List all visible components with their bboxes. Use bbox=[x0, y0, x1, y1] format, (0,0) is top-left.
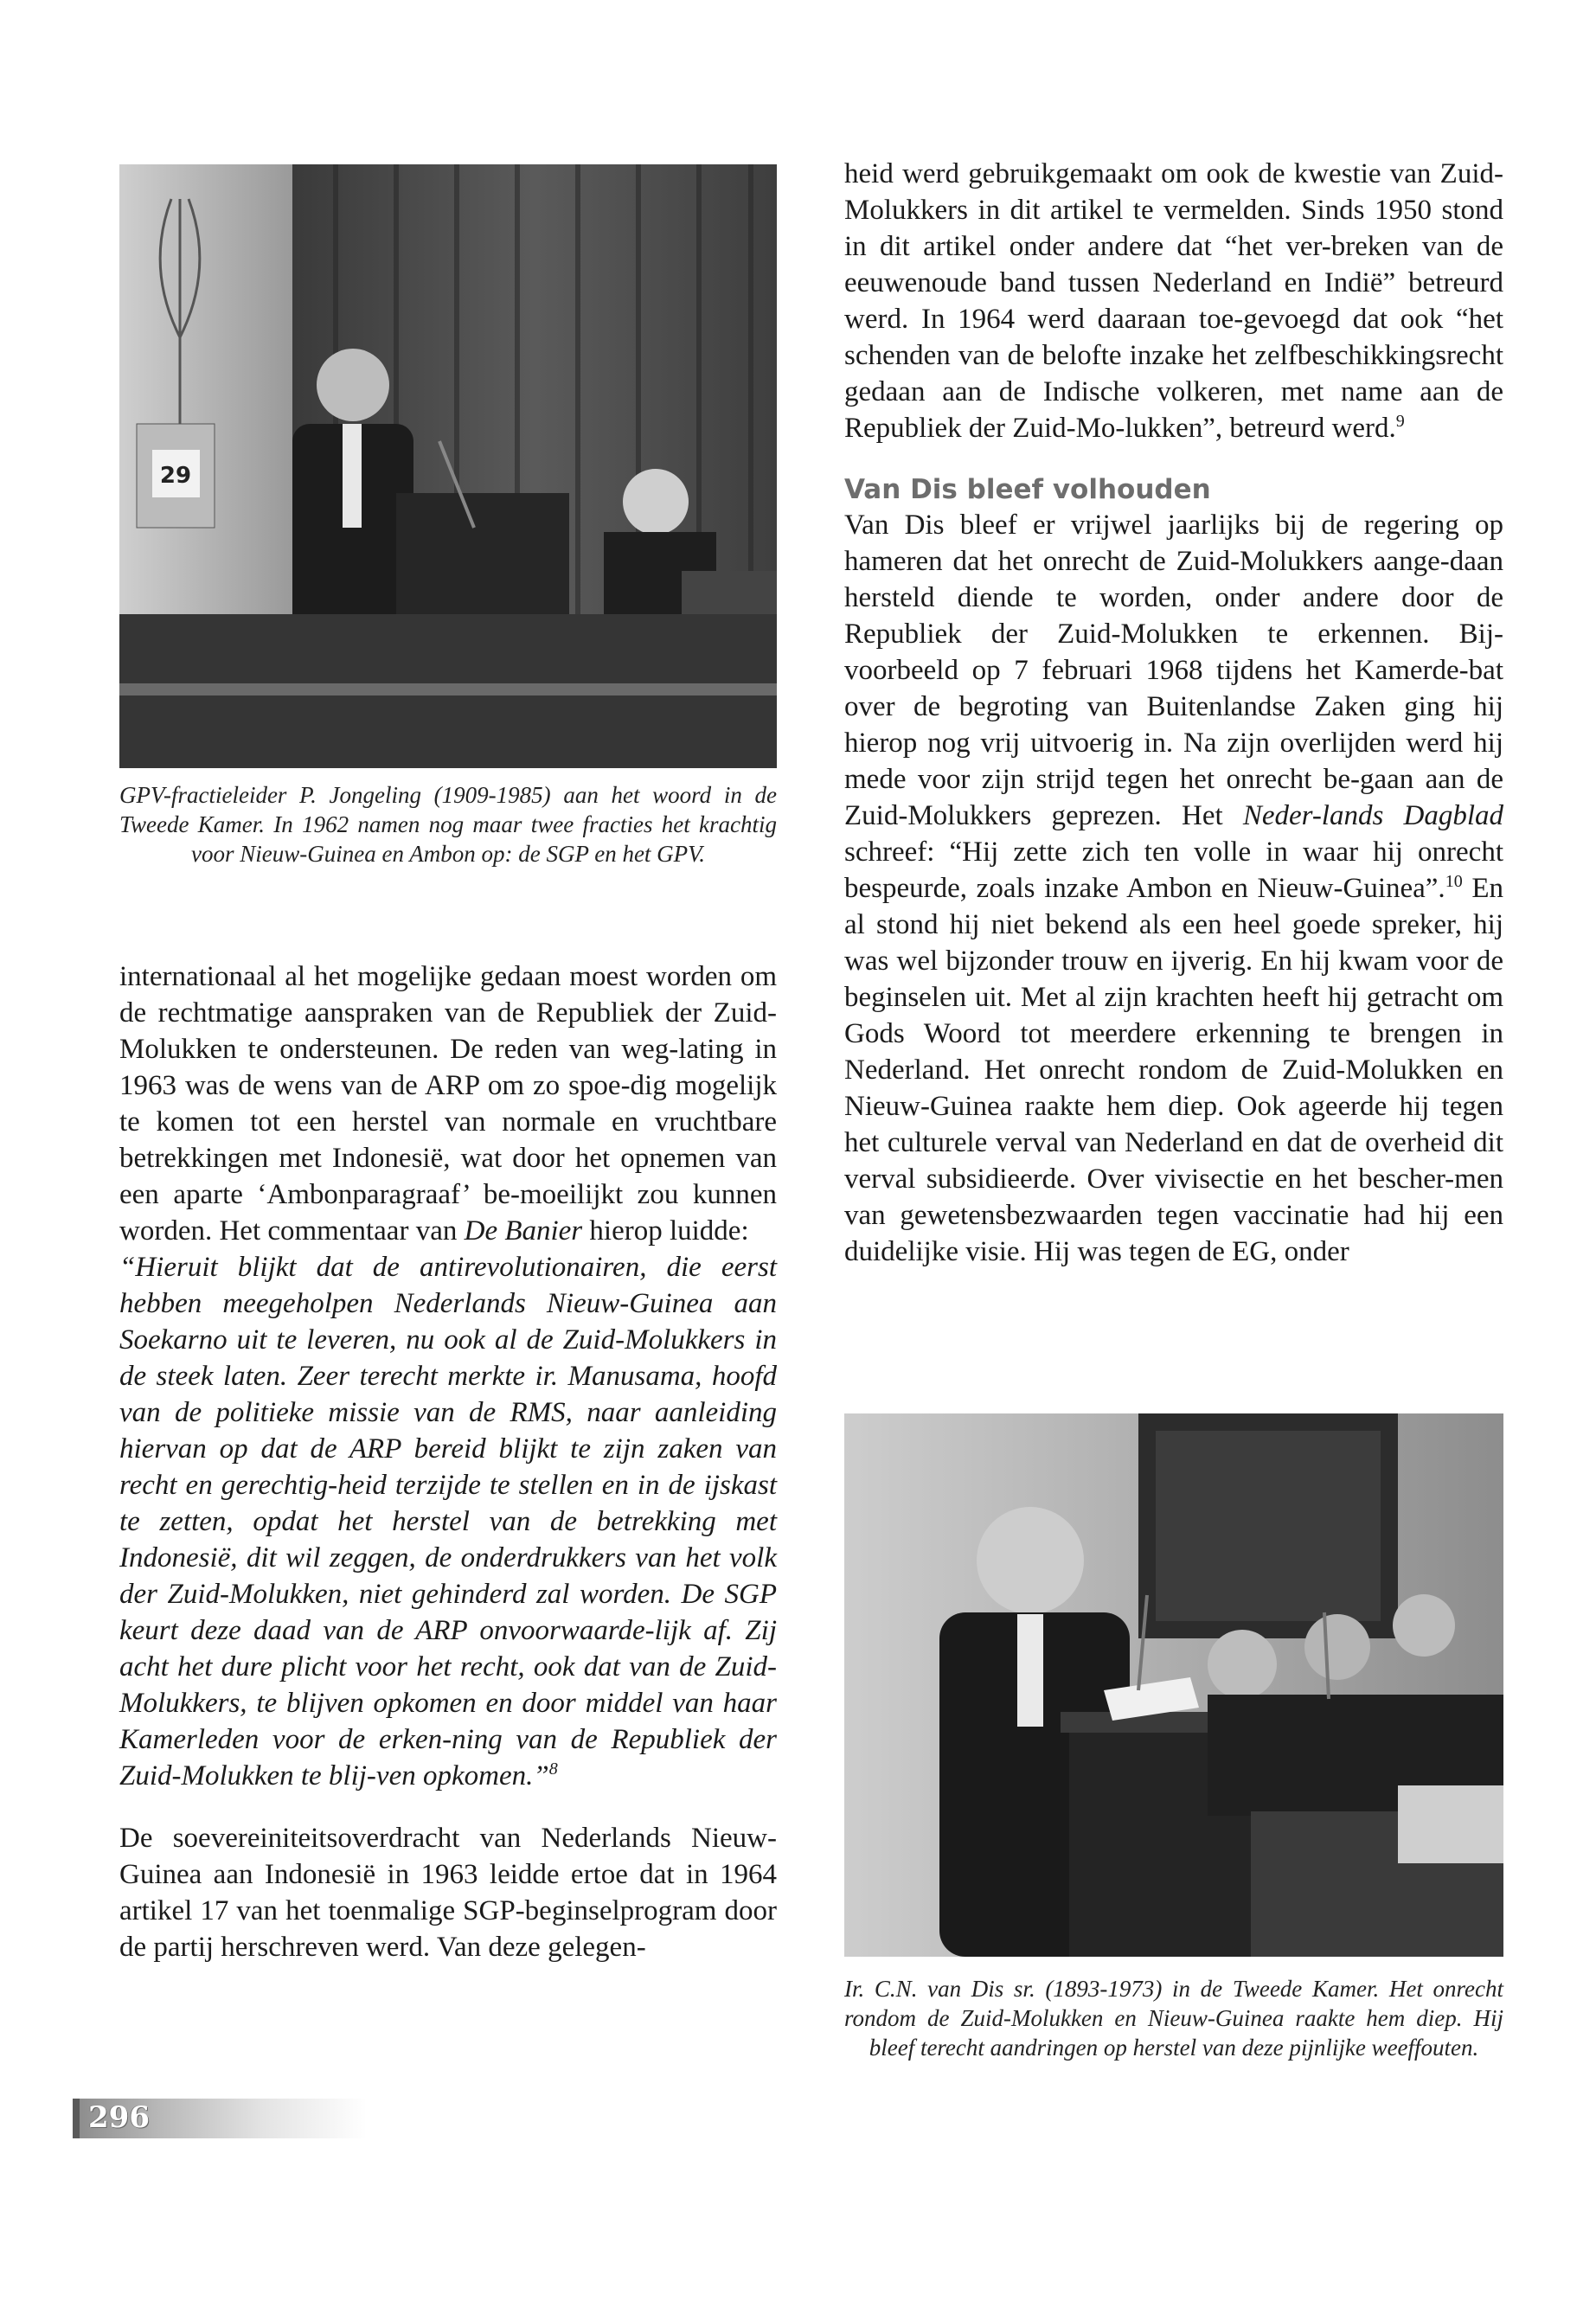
photo-van-dis-caption: Ir. C.N. van Dis sr. (1893-1973) in de Tweede Kamer. Het onrecht rondom de Zuid-Molukken en Nieuw-Guinea raakte hem diep. Hij bleef terecht aandringen op herstel van deze pijnlijke weeffouten. bbox=[844, 1976, 1503, 2061]
photo-jongeling-caption: GPV-fractieleider P. Jongeling (1909-1985) aan het woord in de Tweede Kamer. In 1962 namen nog maar twee fracties het krachtig voor Nieuw-Guinea en Ambon op: de SGP en het GPV. bbox=[119, 782, 777, 867]
photo-jongeling bbox=[119, 164, 777, 768]
publication-de-banier: De Banier bbox=[464, 1215, 583, 1247]
calendar-date: 29 bbox=[159, 463, 192, 489]
page-number-tab bbox=[73, 2099, 367, 2138]
footnote-ref-10: 10 bbox=[1445, 872, 1463, 891]
right-column bbox=[844, 156, 1503, 1270]
photo-van-dis bbox=[844, 1413, 1503, 1957]
footnote-ref-8: 8 bbox=[548, 1759, 558, 1779]
photo-van-dis-image bbox=[844, 1413, 1503, 1957]
publication-nederlands-dagblad: Neder-lands Dagblad bbox=[1242, 800, 1503, 831]
page-number: 296 bbox=[88, 2100, 150, 2135]
page-number-bar bbox=[73, 2099, 80, 2138]
footnote-ref-9: 9 bbox=[1395, 412, 1405, 431]
left-paragraph-2: De soevereiniteitsoverdracht van Nederlands Nieuw-Guinea aan Indonesië in 1963 leidde ertoe dat in 1964 artikel 17 van het toenmalige SGP-beginselprogram door de partij herschreven werd. Van deze gelegen- bbox=[119, 1823, 777, 1963]
section-heading: Van Dis bleef volhouden bbox=[844, 474, 1211, 505]
right-paragraph-2: Van Dis bleef er vrijwel jaarlijks bij de regering op hameren dat het onrecht de Zuid-Molukkers aange-daan hersteld diende te worden, onder andere door de Republiek der Zuid-Molukken te erkennen. Bij-voorbeeld op 7 februari 1968 tijdens het Kamerde-bat over de begroting van Buitenlandse Zaken ging hij hierop nog vrij uitvoerig in. Na zijn overlijden werd hij mede voor zijn strijd tegen het onrecht be-gaan aan de Zuid-Molukkers geprezen. Het Neder-lands Dagblad schreef: “Hij zette zich ten volle in waar hij onrecht bespeurde, zoals inzake Ambon en Nieuw-Guinea”.$^{10}$ En al stond hij niet bekend als een heel goede spreker, hij was wel bijzonder trouw en ijverig. En hij kwam voor de beginselen uit. Met al zijn krachten heeft hij getracht om Gods Woord tot meerdere erkenning te brengen in Nederland. Het onrecht rondom de Zuid-Molukken en Nieuw-Guinea raakte hem diep. Ook ageerde hij tegen het culturele verval van Nederland en dat de overheid dit verval subsidieerde. Over vivisectie en het bescher-men van gewetensbezwaarden tegen vaccinatie had hij een duidelijke visie. Hij was tegen de EG, onder bbox=[844, 510, 1503, 1267]
right-paragraph-1: heid werd gebruikgemaakt om ook de kwestie van Zuid-Molukkers in dit artikel te vermelden. Sinds 1950 stond in dit artikel onder andere dat “het ver-breken van de eeuwenoude band tussen Nederland en Indië” betreurd werd. In 1964 werd daaraan toe-gevoegd dat ook “het schenden van de belofte inzake het zelfbeschikkingsrecht gedaan aan de Indische volkeren, met name aan de Republiek der Zuid-Mo-lukken”, betreurd werd.$^9$ bbox=[844, 158, 1503, 444]
left-column bbox=[119, 958, 777, 1965]
photo-jongeling-image bbox=[119, 164, 777, 768]
left-paragraph-1: internationaal al het mogelijke gedaan moest worden om de rechtmatige aanspraken van de Republiek der Zuid-Molukken te ondersteunen. De reden van weg-lating in 1963 was de wens van de ARP om zo spoe-dig mogelijk te komen tot een herstel van normale en vruchtbare betrekkingen met Indonesië, wat door het opnemen van een aparte ‘Ambonparagraaf’ be-moeilijkt zou kunnen worden. Het commentaar van De Banier hierop luidde: bbox=[119, 961, 777, 1247]
blockquote-de-banier: “Hieruit blijkt dat de antirevolutionairen, die eerst hebben meegeholpen Nederlands Nieuw-Guinea aan Soekarno uit te leveren, nu ook al de Zuid-Molukkers in de steek laten. Zeer terecht merkte ir. Manusama, hoofd van de politieke missie van de RMS, naar aanleiding hiervan op dat de ARP bereid blijkt te zijn zaken van recht en gerechtig-heid terzijde te stellen en in de ijskast te zetten, opdat het herstel van de betrekking met Indonesië, dit wil zeggen, de onderdrukkers van het volk der Zuid-Molukken, niet gehinderd zal worden. De SGP keurt deze daad van de ARP onvoorwaarde-lijk af. Zij acht het dure plicht voor het recht, ook dat van de Zuid-Molukkers, te blijven opkomen en door middel van haar Kamerleden voor de erken-ning van de Republiek der Zuid-Molukken te blij-ven opkomen.”$^8$ bbox=[119, 1252, 777, 1791]
